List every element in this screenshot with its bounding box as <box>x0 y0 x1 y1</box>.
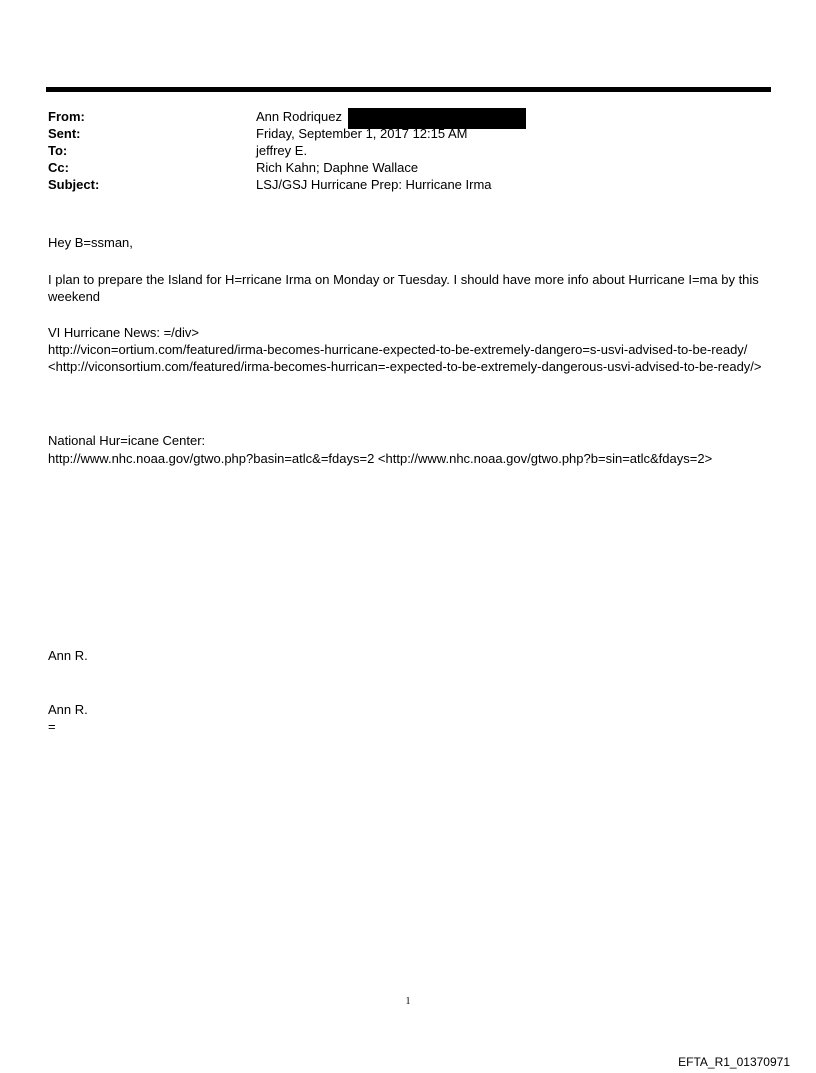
cc-value: Rich Kahn; Daphne Wallace <box>256 160 419 175</box>
sent-row <box>48 125 768 142</box>
cc-row <box>48 159 768 176</box>
subject-value: LSJ/GSJ Hurricane Prep: Hurricane Irma <box>256 177 492 192</box>
page-number: 1 <box>405 996 411 1007</box>
to-label: To: <box>48 143 68 158</box>
cc-label: Cc: <box>48 160 69 175</box>
from-value <box>256 108 342 125</box>
to-value: jeffrey E. <box>256 143 308 158</box>
to-row <box>48 142 768 159</box>
from-row <box>48 108 768 125</box>
subject-label: Subject: <box>48 177 100 192</box>
email-header <box>48 108 768 193</box>
vi-news-links: http://vicon=ortium.com/featured/irma-becomes-hurricane-expected-to-be-extremely-dangero=s-usvi-advised-to-be-ready/ <http://viconsortium.com/featured/irma-becomes-hurrican=-expected-to-be-extremely-dangerous-usvi-advised-to-be-ready/> <box>48 342 762 374</box>
from-label: From: <box>48 109 85 124</box>
document-id: EFTA_R1_01370971 <box>678 1055 790 1069</box>
trailing-character: = <box>48 719 56 734</box>
nhc-label: National Hur=icane Center: <box>48 433 206 448</box>
nhc-links: http://www.nhc.noaa.gov/gtwo.php?basin=atlc&=fdays=2 <http://www.nhc.noaa.gov/gtwo.php?b=sin=atlc&fdays=2> <box>48 451 713 466</box>
greeting: Hey B=ssman, <box>48 235 133 250</box>
sent-value: Friday, September 1, 2017 12:15 AM <box>256 126 468 141</box>
header-rule <box>46 87 771 92</box>
signature-first: Ann R. <box>48 648 88 663</box>
subject-row <box>48 176 768 193</box>
paragraph-irma-prep: I plan to prepare the Island for H=rricane Irma on Monday or Tuesday. I should have more info about Hurricane I=ma by this weekend <box>48 272 759 304</box>
sent-label: Sent: <box>48 126 81 141</box>
signature-second: Ann R. <box>48 702 88 717</box>
from-name: Ann Rodriquez <box>256 109 342 124</box>
vi-news-label: VI Hurricane News: =/div> <box>48 325 200 340</box>
